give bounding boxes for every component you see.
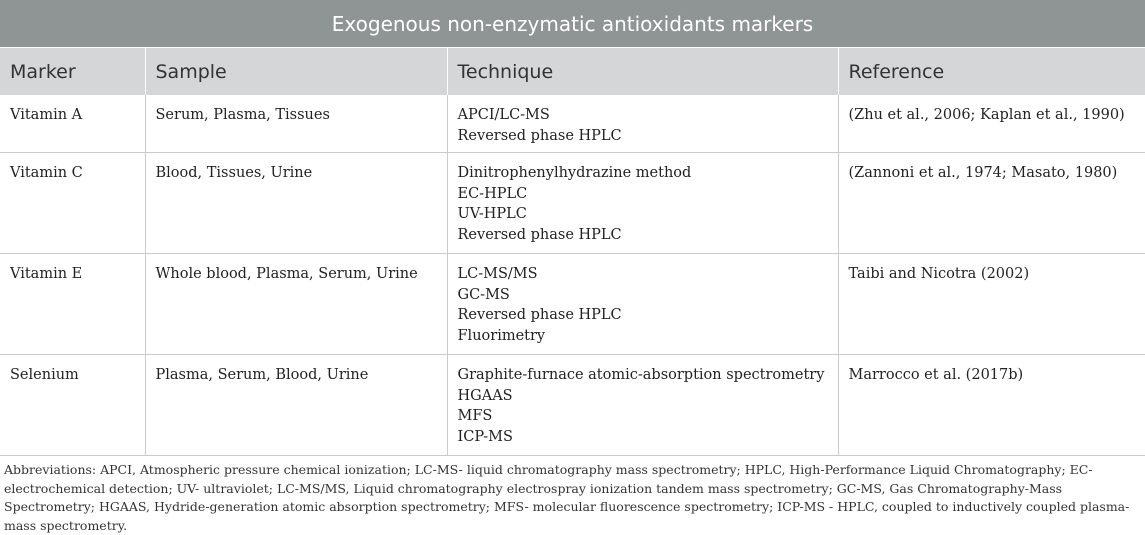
technique-item: ICP-MS	[457, 428, 513, 445]
sample-cell: Serum, Plasma, Tissues	[145, 95, 447, 153]
technique-cell	[447, 254, 838, 355]
technique-cell	[447, 355, 838, 456]
technique-item: Graphite-furnace atomic-absorption spectrometry	[457, 367, 825, 383]
marker-cell: Vitamin E	[0, 254, 145, 355]
column-header-marker: Marker	[0, 48, 145, 96]
technique-item: Fluorimetry	[457, 327, 546, 344]
table-title: Exogenous non-enzymatic antioxidants markers	[0, 0, 1145, 48]
table-row	[0, 254, 1145, 355]
technique-item: Reversed phase HPLC	[457, 127, 622, 144]
table-row	[0, 355, 1145, 456]
table-row	[0, 95, 1145, 153]
technique-item: Dinitrophenylhydrazine method	[457, 165, 692, 181]
reference-cell: Marrocco et al. (2017b)	[838, 355, 1145, 456]
reference-cell: (Zannoni et al., 1974; Masato, 1980)	[838, 153, 1145, 254]
reference-cell: (Zhu et al., 2006; Kaplan et al., 1990)	[838, 95, 1145, 153]
sample-cell: Blood, Tissues, Urine	[145, 153, 447, 254]
technique-cell	[447, 95, 838, 153]
technique-item: LC-MS/MS	[457, 266, 538, 282]
sample-cell: Whole blood, Plasma, Serum, Urine	[145, 254, 447, 355]
technique-item: EC-HPLC	[457, 185, 528, 202]
marker-cell: Selenium	[0, 355, 145, 456]
technique-item: Reversed phase HPLC	[457, 307, 622, 323]
column-header-technique: Technique	[447, 48, 838, 96]
column-header-reference: Reference	[838, 48, 1145, 96]
table-title-row	[0, 0, 1145, 48]
technique-item: APCI/LC-MS	[457, 107, 550, 123]
table-row	[0, 153, 1145, 254]
marker-cell: Vitamin A	[0, 95, 145, 153]
marker-cell: Vitamin C	[0, 153, 145, 254]
abbreviations-footnote: Abbreviations: APCI, Atmospheric pressure chemical ionization; LC-MS- liquid chromatography mass spectrometry; HPLC, High-Performance Liquid Chromatography; EC- electrochemical detection; UV- ultraviolet; LC-MS/MS, Liquid chromatography electrospray ionization tandem mass spectrometry; GC-MS, Gas Chromatography-Mass Spectrometry; HGAAS, Hydride-generation atomic absorption spectrometry; MFS- molecular fluorescence spectrometry; ICP-MS - HPLC, coupled to inductively coupled plasma-mass spectrometry.	[4, 462, 1130, 533]
technique-item: Reversed phase HPLC	[457, 226, 622, 243]
technique-item: UV-HPLC	[457, 206, 527, 222]
technique-item: HGAAS	[457, 387, 513, 404]
table-header-row	[0, 48, 1145, 96]
column-header-sample: Sample	[145, 48, 447, 96]
sample-cell: Plasma, Serum, Blood, Urine	[145, 355, 447, 456]
technique-item: GC-MS	[457, 286, 510, 303]
technique-cell	[447, 153, 838, 254]
reference-cell: Taibi and Nicotra (2002)	[838, 254, 1145, 355]
technique-item: MFS	[457, 408, 493, 424]
